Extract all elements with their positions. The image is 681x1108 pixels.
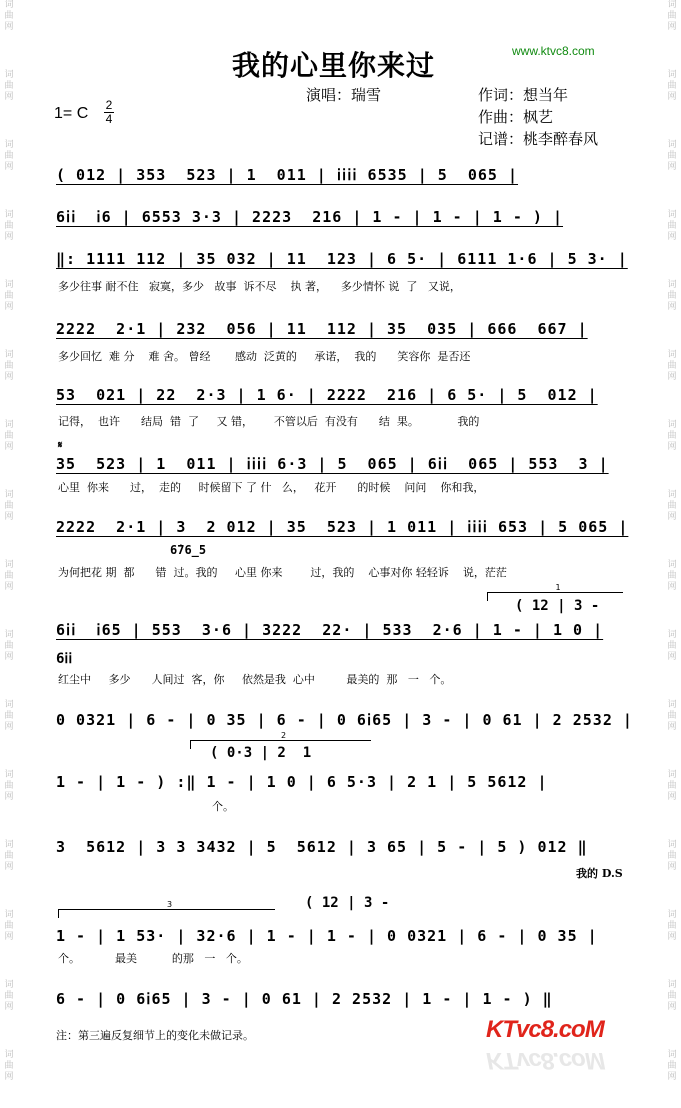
key-signature: 1= C xyxy=(54,105,89,122)
score-row-10: 1 - | 1 - ) :‖ 1 - | 1 0 | 6 5·3 | 2 1 | 5 5612 | xyxy=(56,773,548,791)
score-row-2: 6ⅰⅰ ⅰ6 | 6553 3·3 | 2223 216 | 1 - | 1 - | 1 - ) | xyxy=(56,208,564,226)
alt-note-b: 6ⅰⅰ xyxy=(56,651,73,667)
score-row-13: 6 - | 0 6ⅰ65 | 3 - | 0 61 | 2 2532 | 1 - | 1 - ) ‖ xyxy=(56,990,553,1008)
score-row-7: 2222 2·1 | 3 2 012 | 35 523 | 1 011 | ⅰⅰⅰⅰ 653 | 5 065 | xyxy=(56,518,629,536)
lyric-line-3: 记得， 也许 结局 错 了 又 错， 不管以后 有没有 结 果。 我的 xyxy=(58,415,480,428)
lyric-line-5: 为何把花 期 都 错 过。我的 心里 你来 过，我的 心事对你 轻轻诉 说，茫茫 xyxy=(58,566,507,579)
ending-alt-line-1: ( 12 | 3 - xyxy=(515,598,600,614)
score-row-3: ‖: 1111 112 | 35 032 | 11 123 | 6 5· | 6111 1·6 | 5 3· | xyxy=(56,250,628,268)
score-row-1: ( 012 | 353 523 | 1 011 | ⅰⅰⅰⅰ 6535 | 5 065 | xyxy=(56,166,519,184)
ktvc8-logo-reflection: KTvc8.coM xyxy=(486,1047,604,1074)
lyricist-credit: 作词：想当年 xyxy=(478,86,569,104)
ending-alt-line-2: ( 0·3 | 2 1 xyxy=(210,745,312,761)
lyric-line-1: 多少往事 耐不住 寂寞，多少 故事 诉不尽 执 著， 多少情怀 说 了 又说， xyxy=(58,280,461,293)
ds-instruction: 我的 D.S xyxy=(576,867,623,880)
composer-credit: 作曲：枫艺 xyxy=(478,108,554,126)
score-row-5: 53 021 | 22 2·3 | 1 6· | 2222 216 | 6 5· | 5 012 | xyxy=(56,386,598,404)
ktvc8-logo[interactable]: KTvc8.coM xyxy=(486,1016,604,1043)
lyric-line-8: 个。 最美 的那 一 个。 xyxy=(58,952,248,965)
song-title: 我的心里你来过 xyxy=(232,49,436,82)
score-row-9: 0 0321 | 6 - | 0 35 | 6 - | 0 6ⅰ65 | 3 - | 0 61 | 2 2532 | xyxy=(56,711,633,729)
lyric-line-4: 心里 你来 过， 走的 时候留下 了 什 么， 花开 的时候 问问 你和我， xyxy=(58,481,485,494)
lyric-line-7: 个。 xyxy=(212,800,234,813)
time-signature xyxy=(104,99,114,126)
alt-note-a: 6̇76̲5 xyxy=(170,543,207,557)
time-sig-top: 2 xyxy=(105,98,113,112)
segno-sign: 𝄋 xyxy=(58,440,63,451)
singer-credit: 演唱：瑞雪 xyxy=(306,86,382,104)
score-row-6: 35 523 | 1 011 | ⅰⅰⅰⅰ 6·3 | 5 065 | 6ⅰⅰ 065 | 553 3 | xyxy=(56,455,609,473)
ending-bracket-1: 1 xyxy=(487,592,623,601)
lyric-line-6: 红尘中 多少 人间过 客，你 依然是我 心中 最美的 那 一 个。 xyxy=(58,673,452,686)
ending-bracket-2: 2 xyxy=(190,740,371,749)
site-url[interactable]: www.ktvc8.com xyxy=(512,44,595,58)
transcriber-credit: 记谱：桃李醉春风 xyxy=(478,130,599,148)
score-row-8: 6ⅰⅰ ⅰ65 | 553 3·6 | 3222 22· | 533 2·6 | 1 - | 1 0 | xyxy=(56,621,604,639)
footnote: 注：第三遍反复细节上的变化未做记录。 xyxy=(56,1029,254,1042)
watermark-left: 词曲网 词曲网 词曲网 词曲网 词曲网 词曲网 词曲网 词曲网 词曲网 词曲网 词曲网 词曲网 词曲网 词曲网 词曲网 词曲网 xyxy=(4,0,14,1082)
score-row-12: 1 - | 1 53· | 32·6 | 1 - | 1 - | 0 0321 | 6 - | 0 35 | xyxy=(56,927,598,945)
time-sig-bottom: 4 xyxy=(105,112,113,126)
lyric-line-2: 多少回忆 难 分 难 舍。 曾经 感动 泛黄的 承诺， 我的 笑容你 是否还 xyxy=(58,350,471,363)
ending-alt-line-3: ( 12 | 3 - xyxy=(305,895,390,911)
score-row-11: 3 5612 | 3 3 3432 | 5 5612 | 3 65 | 5 - | 5 ) 012 ‖ xyxy=(56,838,588,856)
ending-bracket-3: 3 xyxy=(58,909,275,918)
score-row-4: 2222 2·1 | 232 056 | 11 112 | 35 035 | 666 667 | xyxy=(56,320,588,338)
watermark-right: 词曲网 词曲网 词曲网 词曲网 词曲网 词曲网 词曲网 词曲网 词曲网 词曲网 词曲网 词曲网 词曲网 词曲网 词曲网 词曲网 xyxy=(667,0,677,1082)
